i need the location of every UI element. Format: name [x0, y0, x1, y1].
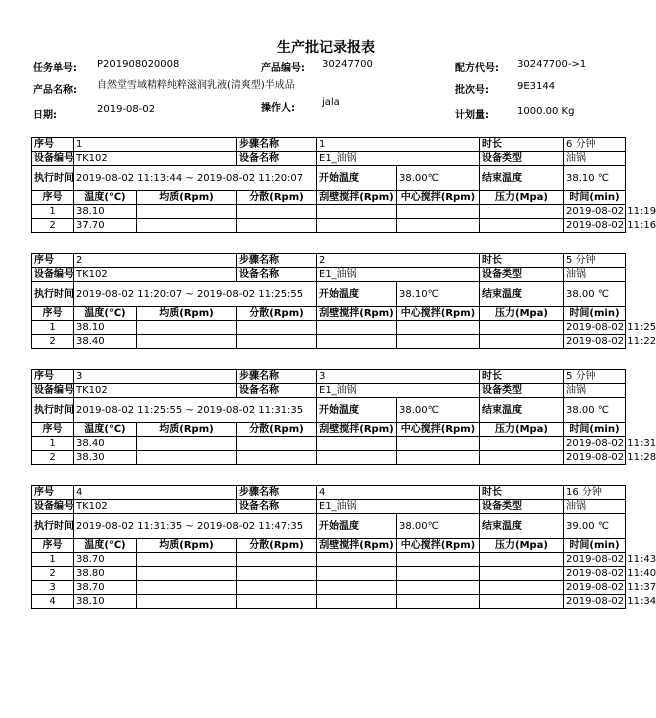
row-time: 2019-08-02 11:43 [564, 553, 626, 567]
column-header: 温度(℃) [74, 539, 137, 553]
step-table [31, 369, 656, 465]
row-homo [137, 553, 237, 567]
row-scrape [317, 595, 397, 609]
device-name-value: E1_油锅 [317, 152, 480, 166]
column-header: 压力(Mpa) [480, 539, 564, 553]
column-header-row [32, 423, 626, 437]
device-name-label: 设备名称 [237, 384, 317, 398]
row-scrape [317, 335, 397, 349]
device-no-label: 设备编号 [32, 152, 74, 166]
row-center [397, 321, 480, 335]
start-temp-value: 38.10℃ [397, 282, 480, 307]
column-header-row [32, 307, 626, 321]
row-disp [237, 451, 317, 465]
row-seq: 2 [32, 567, 74, 581]
row-pressure [480, 205, 564, 219]
product-name-value: 自然堂雪域精粹纯粹滋润乳液(清爽型)半成品 [97, 80, 295, 91]
column-header: 序号 [32, 423, 74, 437]
step-table [31, 137, 656, 233]
start-temp-label: 开始温度 [317, 282, 397, 307]
batch-no-value: 9E3144 [517, 81, 556, 92]
row-scrape [317, 219, 397, 233]
row-time: 2019-08-02 11:25 [564, 321, 626, 335]
row-temp: 37.70 [74, 219, 137, 233]
operator-value: jala [322, 97, 340, 108]
device-type-value: 油锅 [564, 384, 626, 398]
row-seq: 3 [32, 581, 74, 595]
row-time: 2019-08-02 11:34 [564, 595, 626, 609]
row-center [397, 205, 480, 219]
seq-value: 3 [74, 370, 237, 384]
row-pressure [480, 581, 564, 595]
row-disp [237, 321, 317, 335]
column-header: 时间(min) [564, 423, 626, 437]
column-header: 中心搅拌(Rpm) [397, 539, 480, 553]
row-homo [137, 205, 237, 219]
step-table [31, 485, 656, 609]
row-temp: 38.40 [74, 437, 137, 451]
product-name-label: 产品名称: [33, 85, 77, 96]
seq-value: 1 [74, 138, 237, 152]
table-row [32, 581, 626, 595]
exec-time-value: 2019-08-02 11:20:07 ~ 2019-08-02 11:25:55 [74, 282, 317, 307]
column-header: 序号 [32, 539, 74, 553]
task-no-value: P201908020008 [97, 59, 180, 70]
device-name-value: E1_油锅 [317, 384, 480, 398]
row-homo [137, 581, 237, 595]
plan-label: 计划量: [455, 110, 489, 121]
table-row [32, 437, 626, 451]
device-type-label: 设备类型 [480, 384, 564, 398]
device-type-value: 油锅 [564, 500, 626, 514]
end-temp-value: 38.00 ℃ [564, 282, 626, 307]
row-disp [237, 581, 317, 595]
start-temp-value: 38.00℃ [397, 166, 480, 191]
row-homo [137, 451, 237, 465]
end-temp-label: 结束温度 [480, 282, 564, 307]
end-temp-value: 38.00 ℃ [564, 398, 626, 423]
column-header: 中心搅拌(Rpm) [397, 307, 480, 321]
row-temp: 38.10 [74, 205, 137, 219]
duration-value: 5 分钟 [564, 370, 626, 384]
row-center [397, 595, 480, 609]
row-scrape [317, 451, 397, 465]
step-name-label: 步骤名称 [237, 370, 317, 384]
row-homo [137, 321, 237, 335]
seq-label: 序号 [32, 138, 74, 152]
end-temp-label: 结束温度 [480, 398, 564, 423]
column-header: 刮壁搅拌(Rpm) [317, 307, 397, 321]
column-header: 时间(min) [564, 307, 626, 321]
device-no-label: 设备编号 [32, 268, 74, 282]
column-header: 压力(Mpa) [480, 423, 564, 437]
row-seq: 2 [32, 451, 74, 465]
duration-label: 时长 [480, 254, 564, 268]
row-homo [137, 335, 237, 349]
row-seq: 1 [32, 437, 74, 451]
exec-time-label: 执行时间 [32, 166, 74, 191]
row-pressure [480, 451, 564, 465]
row-time: 2019-08-02 11:19 [564, 205, 626, 219]
row-homo [137, 219, 237, 233]
table-row [32, 595, 626, 609]
row-time: 2019-08-02 11:16 [564, 219, 626, 233]
seq-label: 序号 [32, 370, 74, 384]
duration-label: 时长 [480, 486, 564, 500]
column-header: 均质(Rpm) [137, 423, 237, 437]
exec-time-value: 2019-08-02 11:25:55 ~ 2019-08-02 11:31:35 [74, 398, 317, 423]
column-header: 分散(Rpm) [237, 539, 317, 553]
column-header: 分散(Rpm) [237, 423, 317, 437]
device-name-value: E1_油锅 [317, 500, 480, 514]
seq-label: 序号 [32, 486, 74, 500]
table-row [32, 451, 626, 465]
start-temp-label: 开始温度 [317, 398, 397, 423]
end-temp-value: 38.10 ℃ [564, 166, 626, 191]
product-code-label: 产品编号: [261, 63, 305, 74]
device-no-value: TK102 [74, 152, 237, 166]
step-section [31, 137, 656, 233]
column-header: 刮壁搅拌(Rpm) [317, 191, 397, 205]
device-type-value: 油锅 [564, 152, 626, 166]
row-disp [237, 219, 317, 233]
step-name-label: 步骤名称 [237, 486, 317, 500]
step-section [31, 485, 656, 609]
row-center [397, 567, 480, 581]
row-disp [237, 205, 317, 219]
row-pressure [480, 335, 564, 349]
row-homo [137, 595, 237, 609]
step-name-value: 3 [317, 370, 480, 384]
row-temp: 38.70 [74, 581, 137, 595]
row-disp [237, 553, 317, 567]
end-temp-value: 39.00 ℃ [564, 514, 626, 539]
column-header: 压力(Mpa) [480, 191, 564, 205]
column-header: 温度(℃) [74, 423, 137, 437]
step-name-label: 步骤名称 [237, 254, 317, 268]
row-seq: 4 [32, 595, 74, 609]
column-header: 中心搅拌(Rpm) [397, 423, 480, 437]
step-name-value: 2 [317, 254, 480, 268]
device-type-label: 设备类型 [480, 152, 564, 166]
row-pressure [480, 219, 564, 233]
start-temp-value: 38.00℃ [397, 398, 480, 423]
plan-value: 1000.00 Kg [517, 106, 575, 117]
step-name-value: 4 [317, 486, 480, 500]
device-type-value: 油锅 [564, 268, 626, 282]
device-no-value: TK102 [74, 500, 237, 514]
duration-value: 6 分钟 [564, 138, 626, 152]
row-time: 2019-08-02 11:28 [564, 451, 626, 465]
row-seq: 1 [32, 321, 74, 335]
column-header: 刮壁搅拌(Rpm) [317, 539, 397, 553]
device-name-label: 设备名称 [237, 152, 317, 166]
row-pressure [480, 567, 564, 581]
table-row [32, 553, 626, 567]
row-temp: 38.80 [74, 567, 137, 581]
column-header: 均质(Rpm) [137, 307, 237, 321]
row-scrape [317, 567, 397, 581]
row-time: 2019-08-02 11:40 [564, 567, 626, 581]
table-row [32, 567, 626, 581]
column-header: 温度(℃) [74, 307, 137, 321]
column-header: 序号 [32, 191, 74, 205]
row-pressure [480, 553, 564, 567]
row-scrape [317, 553, 397, 567]
start-temp-value: 38.00℃ [397, 514, 480, 539]
table-row [32, 219, 626, 233]
duration-value: 5 分钟 [564, 254, 626, 268]
column-header-row [32, 191, 626, 205]
operator-label: 操作人: [261, 103, 295, 114]
start-temp-label: 开始温度 [317, 514, 397, 539]
step-table [31, 253, 656, 349]
row-scrape [317, 581, 397, 595]
device-name-label: 设备名称 [237, 268, 317, 282]
row-center [397, 451, 480, 465]
step-section [31, 369, 656, 465]
row-temp: 38.40 [74, 335, 137, 349]
device-type-label: 设备类型 [480, 500, 564, 514]
date-value: 2019-08-02 [97, 104, 156, 115]
exec-time-value: 2019-08-02 11:13:44 ~ 2019-08-02 11:20:07 [74, 166, 317, 191]
row-disp [237, 567, 317, 581]
column-header: 时间(min) [564, 539, 626, 553]
row-seq: 2 [32, 335, 74, 349]
row-homo [137, 567, 237, 581]
seq-label: 序号 [32, 254, 74, 268]
row-scrape [317, 321, 397, 335]
task-no-label: 任务单号: [33, 63, 77, 74]
row-scrape [317, 437, 397, 451]
device-no-value: TK102 [74, 268, 237, 282]
row-pressure [480, 437, 564, 451]
row-center [397, 581, 480, 595]
start-temp-label: 开始温度 [317, 166, 397, 191]
step-name-label: 步骤名称 [237, 138, 317, 152]
exec-time-label: 执行时间 [32, 282, 74, 307]
seq-value: 2 [74, 254, 237, 268]
row-pressure [480, 321, 564, 335]
end-temp-label: 结束温度 [480, 514, 564, 539]
row-pressure [480, 595, 564, 609]
column-header: 均质(Rpm) [137, 191, 237, 205]
row-disp [237, 437, 317, 451]
duration-label: 时长 [480, 370, 564, 384]
device-name-label: 设备名称 [237, 500, 317, 514]
row-temp: 38.10 [74, 595, 137, 609]
row-time: 2019-08-02 11:37 [564, 581, 626, 595]
device-no-value: TK102 [74, 384, 237, 398]
report-title: 生产批记录报表 [277, 40, 375, 56]
row-center [397, 553, 480, 567]
column-header: 分散(Rpm) [237, 307, 317, 321]
table-row [32, 321, 626, 335]
column-header: 中心搅拌(Rpm) [397, 191, 480, 205]
duration-label: 时长 [480, 138, 564, 152]
row-seq: 1 [32, 553, 74, 567]
date-label: 日期: [33, 110, 57, 121]
column-header: 温度(℃) [74, 191, 137, 205]
row-homo [137, 437, 237, 451]
step-name-value: 1 [317, 138, 480, 152]
duration-value: 16 分钟 [564, 486, 626, 500]
column-header: 序号 [32, 307, 74, 321]
table-row [32, 205, 626, 219]
column-header: 分散(Rpm) [237, 191, 317, 205]
seq-value: 4 [74, 486, 237, 500]
batch-no-label: 批次号: [455, 85, 489, 96]
column-header: 均质(Rpm) [137, 539, 237, 553]
product-code-value: 30247700 [322, 59, 373, 70]
row-seq: 1 [32, 205, 74, 219]
device-name-value: E1_油锅 [317, 268, 480, 282]
row-seq: 2 [32, 219, 74, 233]
formula-code-label: 配方代号: [455, 63, 499, 74]
row-scrape [317, 205, 397, 219]
column-header-row [32, 539, 626, 553]
row-temp: 38.70 [74, 553, 137, 567]
row-temp: 38.10 [74, 321, 137, 335]
device-no-label: 设备编号 [32, 500, 74, 514]
device-no-label: 设备编号 [32, 384, 74, 398]
row-time: 2019-08-02 11:31 [564, 437, 626, 451]
table-row [32, 335, 626, 349]
column-header: 刮壁搅拌(Rpm) [317, 423, 397, 437]
formula-code-value: 30247700->1 [517, 59, 587, 70]
device-type-label: 设备类型 [480, 268, 564, 282]
row-time: 2019-08-02 11:22 [564, 335, 626, 349]
row-center [397, 219, 480, 233]
row-disp [237, 595, 317, 609]
step-section [31, 253, 656, 349]
column-header: 压力(Mpa) [480, 307, 564, 321]
exec-time-label: 执行时间 [32, 398, 74, 423]
row-center [397, 335, 480, 349]
exec-time-label: 执行时间 [32, 514, 74, 539]
exec-time-value: 2019-08-02 11:31:35 ~ 2019-08-02 11:47:35 [74, 514, 317, 539]
row-disp [237, 335, 317, 349]
row-center [397, 437, 480, 451]
column-header: 时间(min) [564, 191, 626, 205]
row-temp: 38.30 [74, 451, 137, 465]
end-temp-label: 结束温度 [480, 166, 564, 191]
